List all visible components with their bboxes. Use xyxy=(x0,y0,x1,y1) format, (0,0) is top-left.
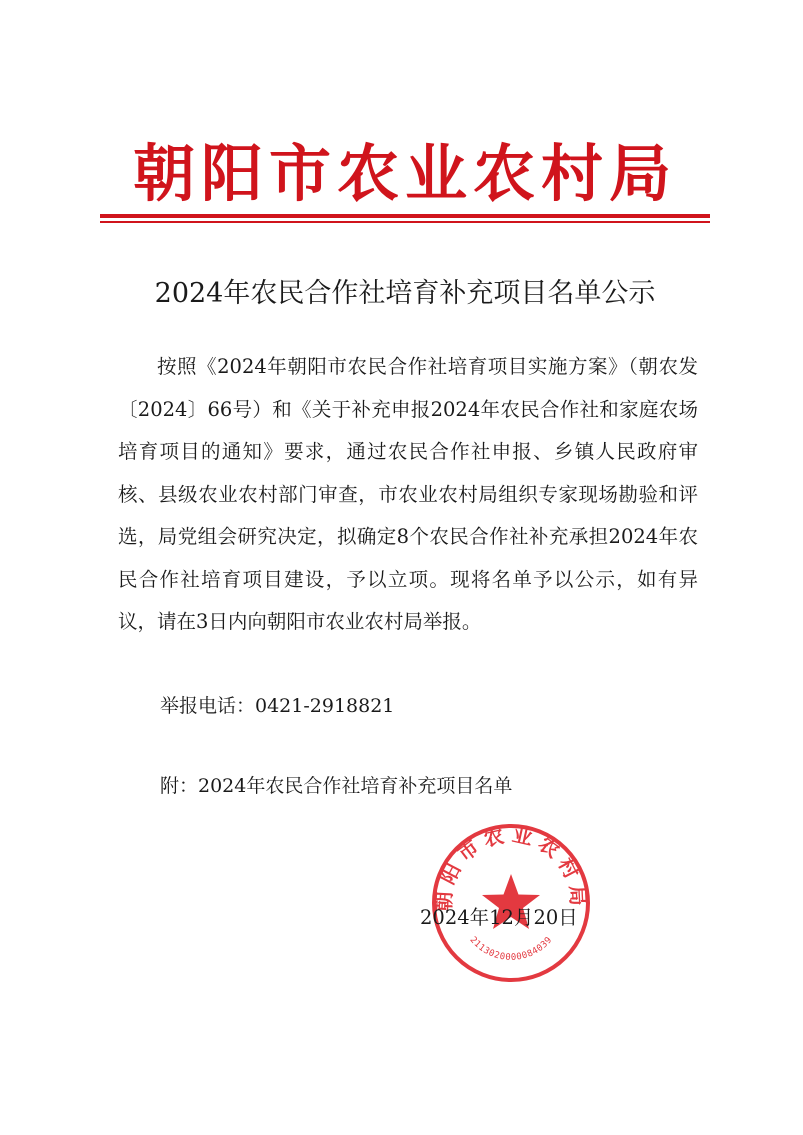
seal-ring-text: 朝阳市农业农村局 xyxy=(431,822,591,913)
body-paragraph: 按照《2024年朝阳市农民合作社培育项目实施方案》（朝农发〔2024〕66号）和《关于补充申报2024年农民合作社和家庭农场培育项目的通知》要求，通过农民合作社申报、乡镇人民政府审核、县级农业农村部门审查，市农业农村局组织专家现场勘验和评选，局党组会研究决定，拟确定8个农民合作社补充承担2024年农民合作社培育项目建设，予以立项。现将名单予以公示，如有异议，请在3日内向朝阳市农业农村局举报。 xyxy=(118,355,698,633)
seal-code: 2113020000084039 xyxy=(467,935,555,964)
report-hotline: 举报电话：0421-2918821 xyxy=(160,695,395,717)
issue-date: 2024年12月20日 xyxy=(420,906,578,929)
masthead-rule-thick xyxy=(100,214,710,218)
attachment-note: 附：2024年农民合作社培育补充项目名单 xyxy=(160,775,513,797)
document-title: 2024年农民合作社培育补充项目名单公示 xyxy=(154,278,656,309)
masthead-rule-thin xyxy=(100,221,710,223)
agency-masthead: 朝阳市农业农村局 xyxy=(132,137,677,210)
